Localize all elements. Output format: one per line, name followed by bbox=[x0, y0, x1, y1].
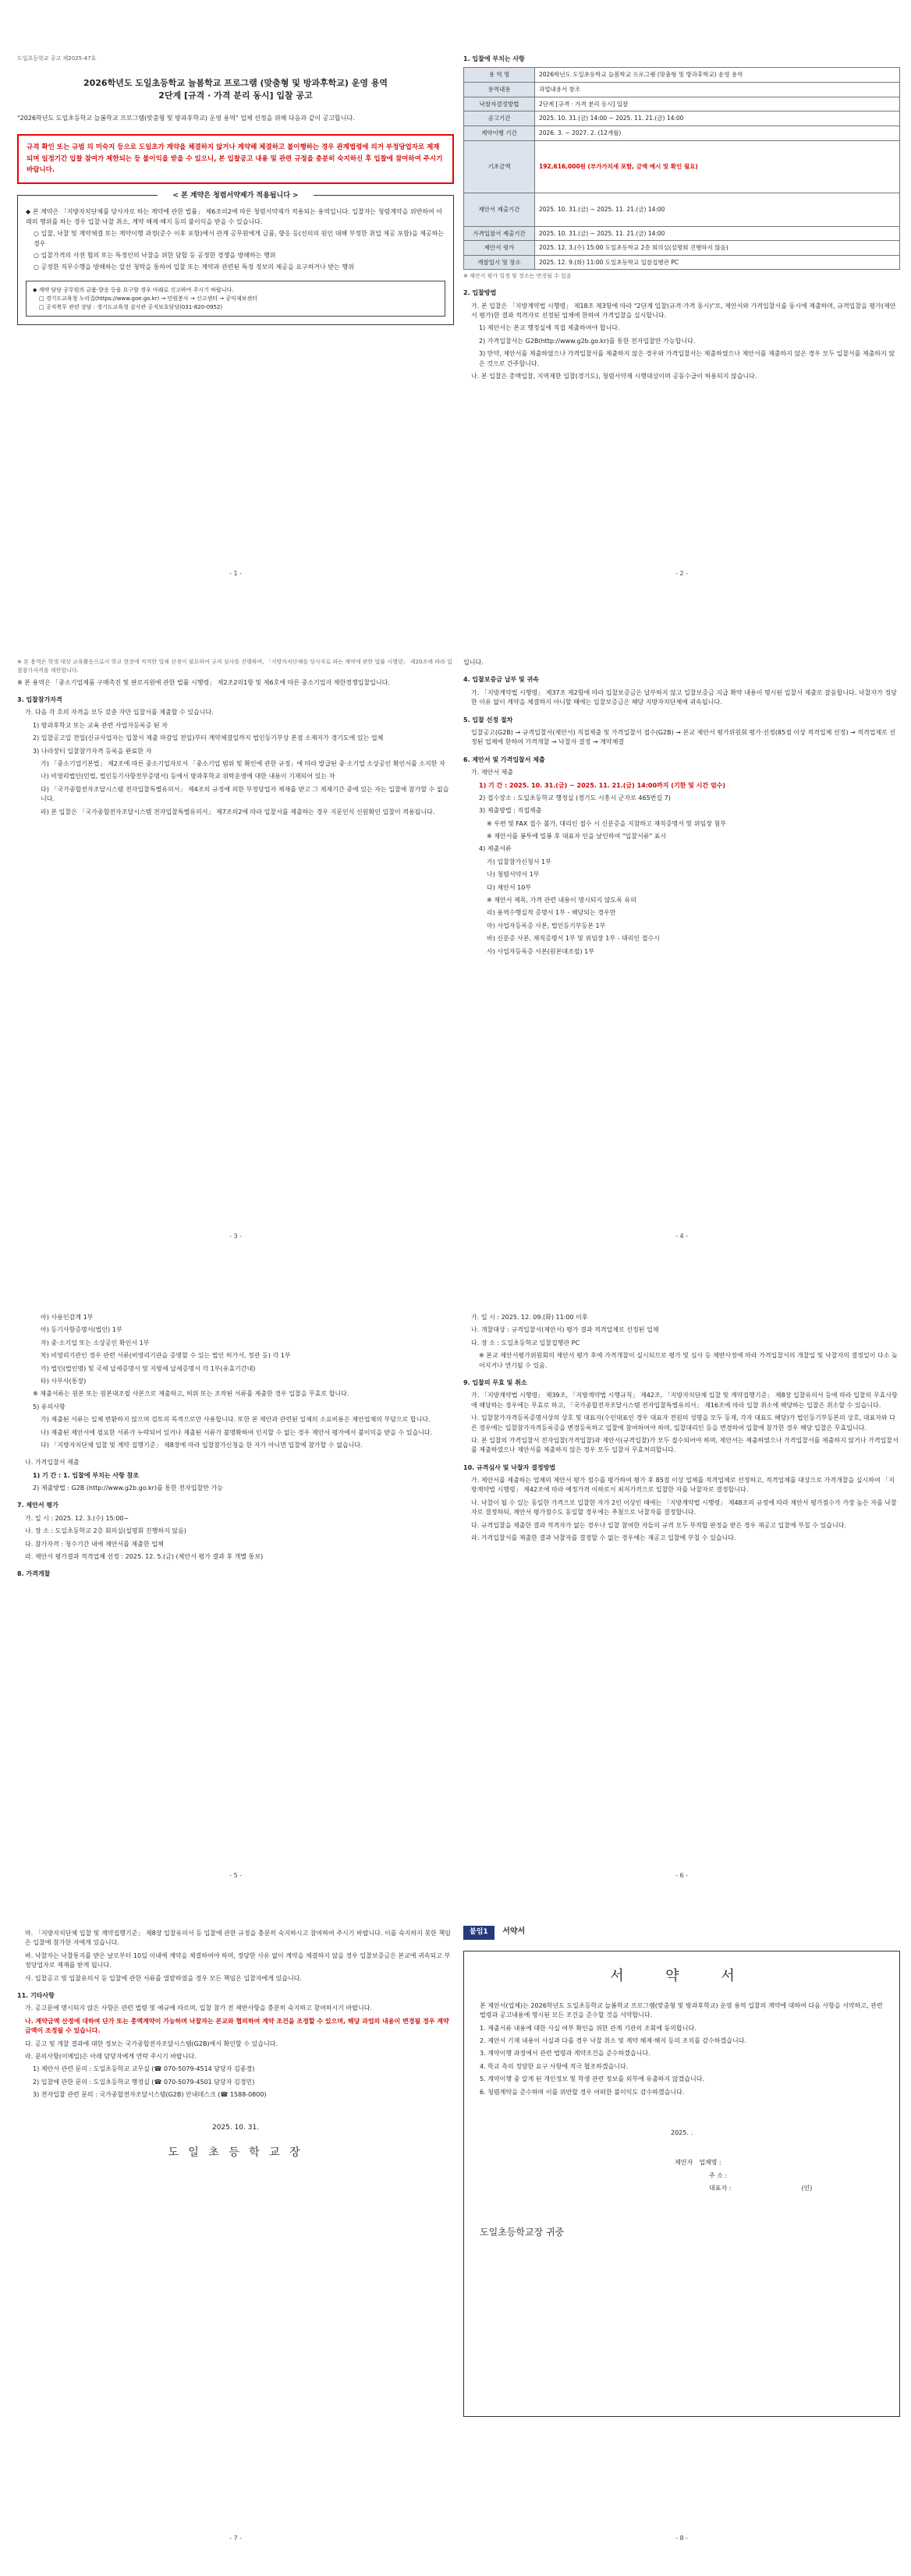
section-3-item: 3) 나라장터 입찰참가자격 등록을 완료한 자 bbox=[33, 747, 152, 755]
continuation-text: 입니다. bbox=[463, 659, 484, 666]
misc-item: 바. 낙찰자는 낙찰통지를 받은 날로부터 10일 이내에 계약을 체결하여야 하며, 정당한 사유 없이 계약을 체결하지 않을 경우 입찰보증금은 본교에 귀속되고 부정당업자로 제재를 받게 됩니다. bbox=[25, 1951, 451, 1969]
section-2-item: 1) 제안서는 본교 행정실에 직접 제출하여야 합니다. bbox=[479, 324, 620, 332]
doc-title-line2: 2단계 [규격 · 가격 분리 동시] 입찰 공고 bbox=[158, 90, 313, 101]
page-3 bbox=[17, 655, 454, 1247]
section-3-item: 가) 「중소기업기본법」 제2조에 따른 중소기업자로서 「중소기업 범위 및 확인에 관한 규정」에 따라 발급된 중·소기업 소상공인 확인서를 소지한 자 bbox=[41, 760, 445, 768]
section-9-text: 나. 입찰참가자격등록증명서상의 상호 및 대표자(수인대표인 경우 대표자 전원의 성명을 모두 등재, 각자 대표도 해당)가 법인등기부등본의 상호, 대표자와 다른 경우에는 입찰참가자격등록증을 변경등록하고 입찰에 참여하여야 하며, 입찰대리인 등을 변경하여 입찰에 참가한 경우 해당 입찰은 무효입니다. bbox=[471, 1414, 895, 1431]
doc-item: 마) 사업자등록증 사본, 법인등기부등본 1부 bbox=[487, 922, 606, 929]
pledge-item: 2. 제안서 기재 내용이 사실과 다를 경우 낙찰 취소 및 계약 해제·해지 등의 조치를 감수하겠습니다. bbox=[480, 2037, 746, 2044]
sub-a-item: ※ 제안서를 봉투에 밀봉 후 대표자 인을 날인하여 "입찰서류" 표시 bbox=[487, 833, 667, 840]
sub-a-item: 3) 제출방법 : 직접제출 bbox=[479, 807, 542, 815]
table-row: 공고기간 2025. 10. 31.(금) 14:00 ~ 2025. 11. 21.(금) 14:00 bbox=[464, 111, 900, 126]
report-notice-line: ◆ 계약 담당 공무원의 금품·향응 등을 요구할 경우 아래로 신고하여 주시기 바랍니다. bbox=[33, 286, 234, 293]
doc-item: 아) 사용인감계 1부 bbox=[41, 1314, 94, 1321]
pledge-item: 5. 계약이행 중 알게 된 개인정보 및 학생 관련 정보를 외부에 유출하지 않겠습니다. bbox=[480, 2075, 704, 2083]
section-9-title: 9. 입찰의 무효 및 취소 bbox=[463, 1378, 527, 1386]
doc-item: 자) 중·소기업 또는 소상공인 확인서 1부 bbox=[41, 1339, 150, 1346]
contact-item: 2) 입찰에 관한 문의 : 도일초등학교 행정실 (☎ 070-5079-4501 담당자 김경민) bbox=[33, 2078, 255, 2086]
section-3-item: 나) 비영리법인(민법, 법인등기사항전부증명서) 등에서 방과후학교 위탁운영에 대한 내용이 기재되어 있는 자 bbox=[41, 773, 335, 780]
integrity-guide-box bbox=[17, 191, 454, 326]
table-footnote: ※ 제안서 평가 일정 및 장소는 변경될 수 있음 bbox=[463, 273, 572, 280]
intro-text: "2026학년도 도일초등학교 늘봄학교 프로그램(맞춤형 및 방과후학교) 운영 용역" 업체 선정을 위해 다음과 같이 공고합니다. bbox=[17, 114, 355, 122]
doc-item: 바) 신분증 사본, 재직증명서 1부 및 위임장 1부 - 대리인 접수시 bbox=[487, 935, 660, 943]
signature-row: 제안자 업체명 : bbox=[675, 2159, 721, 2167]
section-9-text: 가. 「지방계약법 시행령」 제39조, 「지방계약법 시행규칙」 제42조, 「지방자치단체 입찰 및 계약집행기준」 제8장 입찰유의서 등에 따라 입찰의 무효사항에 해당하는 경우에는 무효로 하고, 「국가종합전자조달시스템 전자입찰특별유의서」 제16조에 따라 입찰 취소에 해당하는 입찰은 취소할 수 있습니다. bbox=[471, 1392, 898, 1409]
section-10-item: 나. 낙찰이 될 수 있는 동일한 가격으로 입찰한 자가 2인 이상인 때에는 「지방계약법 시행령」 제48조의 규정에 따라 제안서 평가점수가 가장 높은 자를 낙찰자로 결정하되, 제안서 평가점수도 동일할 경우에는 추첨으로 낙찰자를 결정합니다. bbox=[471, 1499, 897, 1516]
table-row: 개찰일시 및 장소 2025. 12. 9.(화) 11:00 도일초등학교 입찰집행관 PC bbox=[464, 255, 900, 270]
section-9-text: 다. 본 입찰의 가격입찰서 전자입찰(가격입찰)과 제안서(규격입찰)가 모두 접수되어야 하며, 제안서는 제출하였으나 가격입찰서를 제출하지 않거나 가격입찰서를 제출하였으나 제안서를 제출하지 않은 경우 모두 입찰서 무효처리합니다. bbox=[471, 1436, 899, 1454]
doc-item: 가) 입찰참가신청서 1부 bbox=[487, 858, 551, 865]
section-7-item: 나. 장 소 : 도일초등학교 2층 회의실(설명회 진행하지 않음) bbox=[25, 1527, 186, 1535]
doc-item: 차) 비영리기관인 경우 관련 서류(비영리기관을 증명할 수 있는 법인 허가서, 정관 등) 각 1부 bbox=[41, 1352, 291, 1360]
integrity-item: ○ 입찰, 낙찰 및 계약체결 또는 계약이행 과정(준수 이후 포함)에서 관계 공무원에게 금품, 향응 등(선의의 원인 대해 부정한 취업 제공 포함)을 제공하는 경우 bbox=[34, 230, 445, 247]
page-1 bbox=[17, 55, 454, 585]
table-row: 제안서 평가 2025. 12. 3.(수) 15:00 도일초등학교 2층 회의실(설명회 진행하지 않음) bbox=[464, 241, 900, 256]
integrity-guide-lead: ◆ 본 계약은 「지방자치단체를 당사자로 하는 계약에 관한 법률」 제6조의2에 따른 청렴서약제가 적용되는 용역입니다. 입찰자는 청렴계약을 위반하여 아래의 행위를 하는 경우 입찰·낙찰 취소, 계약 해제·해지 등의 불이익을 받을 수 있습니다. bbox=[26, 208, 443, 225]
signature-row: 대표자 : (인) bbox=[709, 2185, 813, 2192]
page-8 bbox=[463, 1926, 900, 2549]
contact-item: 3) 전자입찰 관련 문의 : 국가종합전자조달시스템(G2B) 안내데스크 (☎ 1588-0800) bbox=[33, 2091, 267, 2099]
doc-item: 카) 법인(법인명) 및 국세 납세증명서 및 지방세 납세증명서 각 1부(유효기간내) bbox=[41, 1364, 256, 1372]
announcement-number: 도일초등학교 공고 제2025-47호 bbox=[17, 55, 97, 62]
section-7-item: 라. 제안서 평가결과 적격업체 선정 : 2025. 12. 5.(금) (제안서 평가 결과 후 개별 통보) bbox=[25, 1553, 264, 1561]
misc-item: 마. 「지방자치단체 입찰 및 계약집행기준」 제8장 입찰유의서 등 입찰에 관한 규정을 충분히 숙지하시고 참여하여 주시기 바랍니다. 이를 숙지하지 못한 책임은 입찰에 참가한 자에게 있습니다. bbox=[25, 1930, 451, 1947]
pledge-title: 서 약 서 bbox=[610, 1967, 753, 1984]
section-1-title: 1. 입찰에 부치는 사항 bbox=[463, 55, 525, 62]
table-row: 제안서 제출기간 2025. 10. 31.(금) ~ 2025. 11. 21.(금) 14:00 bbox=[464, 193, 900, 226]
pledge-item: 1. 제출서류 내용에 대한 사실 여부 확인을 위한 관계 기관의 조회에 동의합니다. bbox=[480, 2024, 697, 2032]
report-notice-line: □ 경기도교육청 누리집(https://www.goe.go.kr) → 민원봉사 → 신고센터 → 공익제보센터 bbox=[39, 295, 257, 302]
pledge-recipient: 도일초등학교장 귀중 bbox=[480, 2226, 565, 2238]
section-8-title: 8. 가격개찰 bbox=[17, 1570, 51, 1578]
doc-item: 나) 청렴서약서 1부 bbox=[487, 871, 540, 879]
table-row: 낙찰자결정방법 2단계 [규격 · 가격 분리 동시] 입찰 bbox=[464, 97, 900, 111]
section-4-text: 가. 「지방계약법 시행령」 제37조 제2항에 따라 입찰보증금은 납부하지 않고 입찰보증금 지급 확약 내용이 명시된 입찰서 제출로 갈음합니다. 낙찰자가 정당한 이유 없이 계약을 체결하지 아니할 때에는 입찰보증금은 해당 지방자치단체에 귀속됩니다. bbox=[471, 688, 897, 706]
page-number: - 2 - bbox=[675, 569, 688, 577]
page-4 bbox=[463, 655, 900, 1247]
warning-box bbox=[17, 134, 454, 183]
contact-item: 1) 제안서 관련 문의 : 도일초등학교 교무실 (☎ 070-5079-4514 담당자 김종경) bbox=[33, 2065, 255, 2073]
section-8-item: 나. 개찰대상 : 규격입찰서(제안서) 평가 결과 적격업체로 선정된 업체 bbox=[471, 1326, 659, 1334]
section-10-title: 10. 규격심사 및 낙찰자 결정방법 bbox=[463, 1463, 556, 1471]
section-3-title: 3. 입찰참가자격 bbox=[17, 696, 62, 704]
warning-text: 규격 확인 또는 규범 의 미숙지 등으로 도일초가 계약을 체결하지 않거나 계약해 체결하고 불이행하는 경우 관계법령에 의거 부정당업자로 제재되며 일정기간 입찰 참여가 제한되는 등 불이익을 받을 수 있으니, 본 입찰공고 내용 및 관련 규정을 충분히 숙지하신 후 입찰에 참여하여 주시기 바랍니다. bbox=[27, 143, 443, 175]
page-number: - 6 - bbox=[675, 1871, 688, 1879]
top-note: ※ 본 용역은 학생 대상 교육활동으로서 학교 현장에 적격한 업체 선정이 필요하여 규격 심사를 진행하며, 「지방자치단체를 당사자로 하는 계약에 관한 법률 시행령」 제20조에 따라 입찰참가자격을 제한합니다. bbox=[17, 659, 452, 674]
integrity-item: ○ 입찰가격의 사전 협의 또는 특정인의 낙찰을 위한 담합 등 공정한 경쟁을 방해하는 행위 bbox=[34, 252, 276, 260]
section-11-item: 다. 공고 및 개찰 결과에 대한 정보는 국가종합전자조달시스템(G2B)에서 확인할 수 있습니다. bbox=[25, 2040, 278, 2047]
sub-b-item: 2) 제출방법 : G2B (http://www.g2b.go.kr)를 통한 전자입찰만 가능 bbox=[33, 1484, 223, 1492]
doc-title-line1: 2026학년도 도일초등학교 늘봄학교 프로그램 (맞춤형 및 방과후학교) 운영 용역 bbox=[83, 77, 388, 88]
section-7-title: 7. 제안서 평가 bbox=[17, 1502, 58, 1509]
top-note-2: ※ 본 용역은 「중소기업제품 구매촉진 및 판로지원에 관한 법률 시행령」 제2조2의1항 및 제6호에 따른 중소기업자 제한경쟁입찰입니다. bbox=[17, 678, 390, 686]
section-8-item: 가. 일 시 : 2025. 12. 09.(화) 11:00 이후 bbox=[471, 1314, 588, 1321]
section-11-highlight: 나. 계약금액 산정에 대하여 단가 또는 총액계약이 가능하며 낙찰자는 본교와 협의하여 계약 조건을 조정할 수 있으며, 해당 과업의 내용이 변경될 경우 계약 금액이 조정될 수 있습니다. bbox=[25, 2017, 449, 2035]
doc-item: 아) 등기사항증명서(법인) 1부 bbox=[41, 1326, 122, 1334]
integrity-item: ○ 공정한 직무수행을 방해하는 알선 청탁을 통하여 입찰 또는 계약과 관련된 특정 정보의 제공을 요구하거나 받는 행위 bbox=[34, 264, 354, 271]
caution-item: 가) 제출된 서류는 일체 반환하지 않으며 검토의 목적으로만 사용합니다. 또한 본 제안과 관련된 일체의 소요비용은 제안업체의 부담으로 합니다. bbox=[41, 1416, 431, 1424]
announcement-date: 2025. 10. 31. bbox=[211, 2124, 260, 2132]
table-row: 가격입찰서 제출기간 2025. 10. 31.(금) ~ 2025. 11. 21.(금) 14:00 bbox=[464, 226, 900, 241]
section-7-item: 가. 일 시 : 2025. 12. 3.(수) 15:00~ bbox=[25, 1514, 129, 1522]
caution-item: 나) 제출된 제안서에 필요한 서류가 누락되어 있거나 제출된 서류가 불명확하여 인지할 수 없는 경우 제안서 평가에서 불이익을 받을 수 있습니다. bbox=[41, 1428, 433, 1436]
section-11-title: 11. 기타사항 bbox=[17, 1991, 55, 1999]
section-3-item: 다) 「국가종합전자조달시스템 전자입찰특별유의서」 제4조의 규정에 의한 부정당업자 제재를 받고 그 제재기간 중에 있는 자는 입찰에 참가할 수 없습니다. bbox=[41, 785, 449, 803]
sub-b-item: 1) 기 간 : 1. 입찰에 부치는 사항 참조 bbox=[33, 1471, 140, 1479]
page-number: - 3 - bbox=[229, 1232, 242, 1240]
doc-item: 사) 사업자등록증 사본(원본대조필) 1부 bbox=[487, 947, 595, 955]
table-row: 계약이행 기간 2026. 3. ~ 2027. 2. (12개월) bbox=[464, 126, 900, 140]
annex-title: 서약서 bbox=[502, 1927, 526, 1936]
section-5-title: 5. 입찰 선정 절차 bbox=[463, 716, 513, 724]
section-11-item: 라. 문의사항(이메일)은 아래 담당자에게 연락 주시기 바랍니다. bbox=[25, 2052, 197, 2060]
section-2-item: 2) 가격입찰서는 G2B(http://www.g2b.go.kr)를 통한 전자입찰만 가능합니다. bbox=[479, 337, 696, 345]
section-10-text: 가. 제안서를 제출하는 업체의 제안서 평가 점수를 평가하여 평가 후 85점 이상 업체를 적격업체로 선정하고, 적격업체를 대상으로 가격개찰을 실시하여 「지방계약법 시행령」 제42조에 따라 예정가격 이하로서 최저가격으로 입찰한 자를 낙찰자로 결정합니다. bbox=[471, 1477, 895, 1494]
caution-item: 5) 유의사항 bbox=[33, 1403, 66, 1410]
report-notice-line: □ 공직복무 관련 상담 : 경기도교육청 감사관 공직보호담당(031-820-0952) bbox=[39, 303, 223, 310]
pledge-date: 2025. . bbox=[671, 2128, 693, 2136]
section-5-text: 입찰공고(G2B) → 규격입찰서(제안서) 직접제출 및 가격입찰서 접수(G2B) → 본교 제안서 평가위원회 평가·선정(85점 이상 적격업체 선정) → 적격업체로 선정된 업체에 한하여 가격개찰 → 낙찰자 결정 → 계약체결 bbox=[471, 728, 896, 746]
bid-info-table bbox=[463, 67, 900, 270]
sub-a-item: 1) 기 간 : 2025. 10. 31.(금) ~ 2025. 11. 21.(금) 14:00까지 (기한 및 시간 엄수) bbox=[479, 781, 726, 789]
principal-signature: 도 일 초 등 학 교 장 bbox=[168, 2146, 303, 2160]
section-3-intro: 가. 다음 각 호의 자격을 모두 갖춘 자만 입찰서를 제출할 수 있습니다. bbox=[25, 709, 214, 717]
page-number: - 7 - bbox=[229, 2534, 242, 2542]
caution-item: 다) 「지방자치단체 입찰 및 계약 집행기준」 제8장에 따라 입찰참가신청을 한 자가 아니면 입찰에 참가할 수 없습니다. bbox=[41, 1441, 363, 1449]
section-10-item: 다. 규격입찰을 제출한 결과 적격자가 없는 경우나 입찰 참여한 자들의 규격 모두 부적합 판정을 받은 경우 재공고 입찰에 부칠 수 있습니다. bbox=[471, 1521, 846, 1529]
section-11-text: 가. 공고문에 명시되지 않은 사항은 관련 법령 및 예규에 따르며, 입찰 참가 전 제반사항을 충분히 숙지하고 참여하시기 바랍니다. bbox=[25, 2005, 372, 2012]
page-2 bbox=[463, 55, 900, 585]
section-2-item: 3) 만약, 제안서를 제출하였으나 가격입찰서를 제출하지 않은 경우와 가격입찰서는 제출하였으나 제안서를 제출하지 않은 경우 모두 입찰서를 제출하지 않은 것으로 간주합니다. bbox=[479, 350, 895, 367]
section-8-note: ※ 본교 제안서평가위원회의 제안서 평가 후에 가격개찰이 실시되므로 평가 및 심사 등 제반사정에 따라 가격입찰서의 개찰일 및 낙찰자의 결정일이 다소 늦어지거나 연기될 수 있음. bbox=[479, 1352, 898, 1369]
table-row: 기초금액 192,616,000원 (부가가치세 포함, 금액 예시 및 확인 필요) bbox=[464, 140, 900, 193]
signature-block bbox=[480, 2158, 884, 2193]
report-notice-box bbox=[26, 281, 445, 317]
doc-item: 다) 제안서 10부 bbox=[487, 883, 532, 891]
table-row: 용역내용 과업내용서 참조 bbox=[464, 83, 900, 97]
page-5 bbox=[17, 1310, 454, 1887]
page-number: - 5 - bbox=[229, 1871, 242, 1879]
sub-a-item: ※ 우편 및 FAX 접수 불가, 대리인 접수 시 신분증을 지참하고 재직증명서 및 위임장 첨부 bbox=[487, 819, 726, 827]
pledge-box bbox=[463, 1951, 900, 2417]
sub-a-item: 2) 접수장소 : 도일초등학교 행정실 (경기도 시흥시 군자로 465번길 7) bbox=[479, 794, 671, 801]
section-2-text: 가. 본 입찰은 「지방계약법 시행령」 제18조 제3항에 따라 "2단계 입찰(규격·가격 동시)"로, 제안서와 가격입찰서를 동시에 제출하며, 규격입찰을 평가(제안서 평가)한 결과 적격자로 선정된 업체에 한하여 가격입찰을 실시합니다. bbox=[471, 302, 896, 320]
misc-item: 사. 입찰공고 및 입찰유의서 등 입찰에 관한 서류를 열람하였을 경우 모든 책임은 입찰자에게 있습니다. bbox=[25, 1974, 302, 1982]
page-number: - 8 - bbox=[675, 2534, 688, 2542]
doc-note: ※ 제출서류는 원본 또는 원본대조필 사본으로 제출하고, 허위 또는 조작된 서류를 제출한 경우 입찰을 무효로 합니다. bbox=[33, 1390, 349, 1398]
signature-row: 주 소 : bbox=[709, 2171, 728, 2179]
section-10-item: 라. 가격입찰서를 제출한 결과 낙찰자를 결정할 수 없는 경우에는 재공고 입찰에 부칠 수 있습니다. bbox=[471, 1534, 736, 1542]
pledge-item: 4. 학교 측의 정당한 요구 사항에 적극 협조하겠습니다. bbox=[480, 2062, 629, 2070]
section-3-item: 2) 입찰공고일 전일(신규사업자는 입찰서 제출 마감일 전일)부터 계약체결일까지 법인등기부상 본점 소재지가 경기도에 있는 업체 bbox=[33, 734, 384, 742]
section-3-item: 라) 본 입찰은 「국가종합전자조달시스템 전자입찰특별유의서」 제7조의2에 따라 입찰서를 제출하는 경우 지문인식 신원확인 입찰이 적용됩니다. bbox=[41, 808, 435, 816]
section-4-title: 4. 입찰보증금 납부 및 귀속 bbox=[463, 676, 540, 684]
doc-item: ※ 제안서 제목, 가격 관련 내용이 명시되지 않도록 유의 bbox=[487, 897, 636, 904]
doc-item: 라) 용역수행실적 증명서 1부 - 해당되는 경우만 bbox=[487, 909, 616, 917]
section-7-item: 다. 참가자격 : 청수기간 내에 제안서를 제출한 업체 bbox=[25, 1540, 164, 1548]
pledge-intro: 본 제안서(업체)는 2026학년도 도일초등학교 늘봄학교 프로그램(맞춤형 및 방과후학교) 운영 용역 입찰의 계약에 대하여 다음 사항을 서약하고, 관련 법령과 공고내용에 명시된 모든 조건을 준수할 것을 서약합니다. bbox=[480, 2001, 883, 2019]
section-2-title: 2. 입찰방법 bbox=[463, 289, 497, 297]
integrity-guide-heading: < 본 계약은 청렴서약제가 적용됩니다 > bbox=[158, 191, 314, 202]
sub-a-item: 4) 제출서류 bbox=[479, 845, 512, 853]
page-number: - 4 - bbox=[675, 1232, 688, 1240]
doc-item: 타) 사무사(통장) bbox=[41, 1377, 87, 1385]
annex-tag: 붙임1 bbox=[463, 1926, 494, 1940]
annex-header bbox=[463, 1926, 900, 1940]
sub-b-title: 나. 가격입찰서 제출 bbox=[25, 1459, 80, 1467]
section-3-item: 1) 방과후학교 또는 교육 관련 사업자등록증 된 자 bbox=[33, 721, 168, 729]
page-7 bbox=[17, 1926, 454, 2549]
page-number: - 1 - bbox=[229, 569, 242, 577]
section-6-title: 6. 제안서 및 가격입찰서 제출 bbox=[463, 755, 545, 763]
pledge-item: 6. 청렴계약을 준수하며 이를 위반할 경우 어떠한 불이익도 감수하겠습니다. bbox=[480, 2088, 685, 2096]
sub-a-title: 가. 제안서 제출 bbox=[471, 769, 513, 777]
table-row: 용 역 명 2026학년도 도일초등학교 늘봄학교 프로그램 (맞춤형 및 방과후학교) 운영 용역 bbox=[464, 68, 900, 83]
pledge-item: 3. 계약이행 과정에서 관련 법령과 계약조건을 준수하겠습니다. bbox=[480, 2050, 650, 2058]
section-8-item: 다. 장 소 : 도일초등학교 입찰집행관 PC bbox=[471, 1339, 580, 1346]
section-2-item: 나. 본 입찰은 총액입찰, 지역제한 입찰(경기도), 청렴서약제 시행대상이며 공동수급이 허용되지 않습니다. bbox=[471, 372, 757, 380]
page-6 bbox=[463, 1310, 900, 1887]
